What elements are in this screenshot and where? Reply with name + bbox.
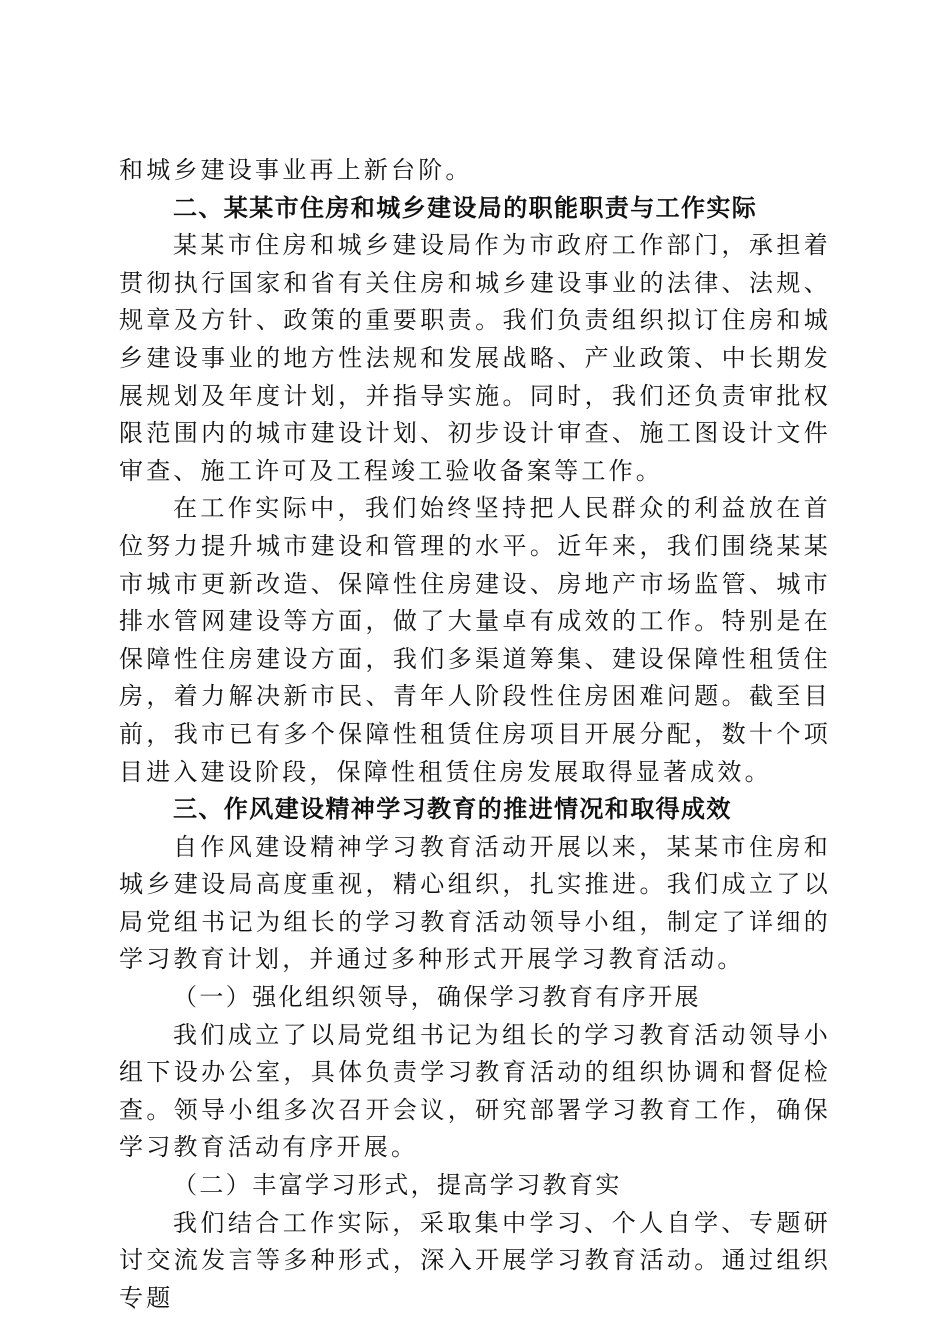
- document-body: [119, 152, 831, 1317]
- paragraph-study-forms: 我们结合工作实际，采取集中学习、个人自学、专题研讨交流发言等多种形式，深入开展学习教育活动。通过组织专题: [119, 1208, 831, 1312]
- paragraph-work-practice: 在工作实际中，我们始终坚持把人民群众的利益放在首位努力提升城市建设和管理的水平。近年来，我们围绕某某市城市更新改造、保障性住房建设、房地产市场监管、城市排水管网建设等方面，做了大量卓有成效的工作。特别是在保障性住房建设方面，我们多渠道筹集、建设保障性租赁住房，着力解决新市民、青年人阶段性住房困难问题。截至目前，我市已有多个保障性租赁住房项目开展分配，数十个项目进入建设阶段，保障性租赁住房发展取得显著成效。: [119, 494, 831, 786]
- paragraph-duties: 某某市住房和城乡建设局作为市政府工作部门，承担着贯彻执行国家和省有关住房和城乡建设事业的法律、法规、规章及方针、政策的重要职责。我们负责组织拟订住房和城乡建设事业的地方性法规和发展战略、产业政策、中长期发展规划及年度计划，并指导实施。同时，我们还负责审批权限范围内的城市建设计划、初步设计审查、施工图设计文件审查、施工许可及工程竣工验收备案等工作。: [119, 231, 831, 485]
- section-heading-3: 三、作风建设精神学习教育的推进情况和取得成效: [173, 795, 732, 824]
- paragraph-leadership: 我们成立了以局党组书记为组长的学习教育活动领导小组下设办公室，具体负责学习教育活动的组织协调和督促检查。领导小组多次召开会议，研究部署学习教育工作，确保学习教育活动有序开展。: [119, 1020, 831, 1162]
- paragraph-study-overview: 自作风建设精神学习教育活动开展以来，某某市住房和城乡建设局高度重视，精心组织，扎实推进。我们成立了以局党组书记为组长的学习教育活动领导小组，制定了详细的学习教育计划，并通过多种形式开展学习教育活动。: [119, 832, 831, 974]
- paragraph-continuation: 和城乡建设事业再上新台阶。: [119, 156, 473, 184]
- subsection-heading-2: （二）丰富学习形式，提高学习教育实: [173, 1171, 622, 1200]
- subsection-heading-1: （一）强化组织领导，确保学习教育有序开展: [173, 983, 701, 1012]
- section-heading-2: 二、某某市住房和城乡建设局的职能职责与工作实际: [173, 193, 758, 222]
